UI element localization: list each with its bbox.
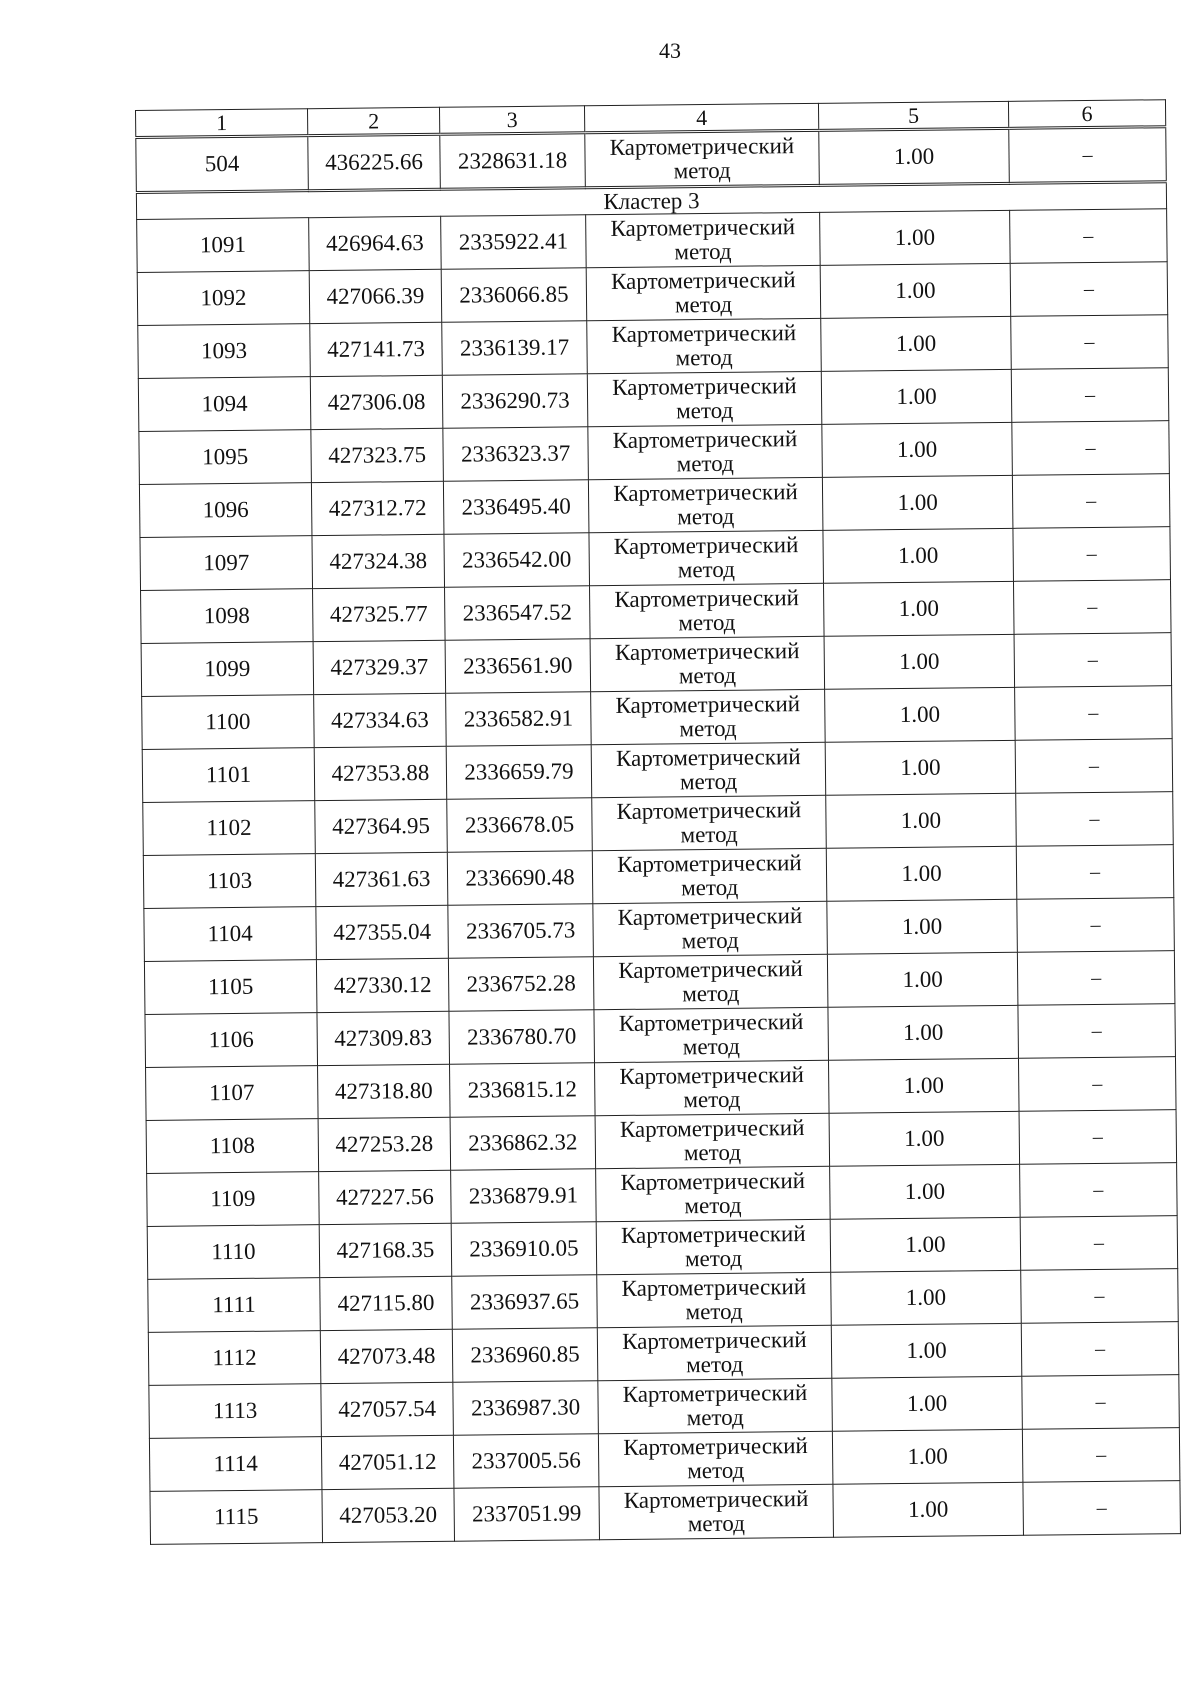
point-number: 1110: [147, 1225, 320, 1280]
y-coordinate: 2336862.32: [450, 1116, 596, 1171]
method: Картометрический метод: [592, 848, 827, 903]
note: –: [1015, 739, 1173, 794]
y-coordinate: 2336752.28: [448, 957, 594, 1012]
point-number: 1099: [141, 642, 314, 697]
method: Картометрический метод: [595, 1060, 830, 1115]
accuracy: 1.00: [825, 687, 1016, 742]
point-number: 1114: [149, 1437, 322, 1492]
x-coordinate: 426964.63: [309, 216, 442, 270]
point-number: 1091: [137, 218, 310, 273]
note: –: [1012, 421, 1170, 476]
x-coordinate: 427364.95: [315, 799, 448, 853]
method: Картометрический метод: [593, 954, 828, 1009]
method: Картометрический метод: [595, 1113, 830, 1168]
x-coordinate: 427066.39: [309, 269, 442, 323]
x-coordinate: 427334.63: [314, 693, 447, 747]
y-coordinate: 2335922.41: [441, 215, 587, 270]
x-coordinate: 427353.88: [314, 746, 447, 800]
table-row: [150, 1481, 1180, 1545]
point-number: 1095: [139, 430, 312, 485]
method: Картометрический метод: [590, 636, 825, 691]
accuracy: 1.00: [832, 1429, 1023, 1484]
point-number: 1111: [148, 1278, 321, 1333]
point-number: 1112: [148, 1331, 321, 1386]
note: –: [1017, 898, 1175, 953]
note: –: [1016, 845, 1174, 900]
x-coordinate: 427361.63: [315, 852, 448, 906]
accuracy: 1.00: [828, 1005, 1019, 1060]
method: Картометрический метод: [597, 1325, 832, 1380]
x-coordinate: 427253.28: [318, 1117, 451, 1171]
accuracy: 1.00: [826, 793, 1017, 848]
accuracy: 1.00: [821, 316, 1012, 371]
accuracy: 1.00: [833, 1482, 1024, 1537]
method: Картометрический метод: [599, 1484, 834, 1539]
column-header: 4: [584, 103, 818, 132]
y-coordinate: 2337051.99: [454, 1487, 600, 1542]
note: –: [1018, 1057, 1176, 1112]
accuracy: 1.00: [826, 846, 1017, 901]
accuracy: 1.00: [820, 263, 1011, 318]
column-header: 1: [136, 109, 308, 138]
point-number: 1113: [149, 1384, 322, 1439]
method: Картометрический метод: [596, 1219, 831, 1274]
note: –: [1011, 315, 1169, 370]
y-coordinate: 2336678.05: [447, 798, 593, 853]
note: –: [1020, 1163, 1178, 1218]
method: Картометрический метод: [598, 1378, 833, 1433]
point-number: 1104: [144, 907, 317, 962]
accuracy: 1.00: [823, 581, 1014, 636]
accuracy: 1.00: [823, 528, 1014, 583]
accuracy: 1.00: [831, 1323, 1022, 1378]
method: Картометрический метод: [587, 371, 822, 426]
x-coordinate: 427053.20: [322, 1488, 455, 1542]
method: Картометрический метод: [591, 742, 826, 797]
coordinates-table: [135, 99, 1181, 1545]
x-coordinate: 427057.54: [321, 1382, 454, 1436]
accuracy: 1.00: [819, 128, 1010, 185]
note: –: [1021, 1269, 1179, 1324]
note: –: [1012, 474, 1170, 529]
note: –: [1013, 527, 1171, 582]
accuracy: 1.00: [832, 1376, 1023, 1431]
y-coordinate: 2336690.48: [447, 851, 593, 906]
point-number: 1098: [141, 589, 314, 644]
accuracy: 1.00: [820, 210, 1011, 265]
y-coordinate: 2336659.79: [446, 745, 592, 800]
y-coordinate: 2336561.90: [445, 639, 591, 694]
note: –: [1009, 127, 1167, 184]
point-number: 1105: [144, 960, 317, 1015]
method: Картометрический метод: [598, 1431, 833, 1486]
x-coordinate: 427318.80: [318, 1064, 451, 1118]
accuracy: 1.00: [828, 1058, 1019, 1113]
x-coordinate: 427355.04: [316, 905, 449, 959]
accuracy: 1.00: [822, 422, 1013, 477]
method: Картометрический метод: [592, 795, 827, 850]
point-number: 1100: [142, 695, 315, 750]
column-header: 6: [1008, 100, 1165, 129]
x-coordinate: 427330.12: [316, 958, 449, 1012]
method: Картометрический метод: [594, 1007, 829, 1062]
note: –: [1017, 951, 1175, 1006]
y-coordinate: 2336495.40: [443, 480, 589, 535]
point-number: 1102: [143, 801, 316, 856]
x-coordinate: 427227.56: [319, 1170, 452, 1224]
point-number: 504: [136, 136, 309, 193]
y-coordinate: 2336910.05: [451, 1222, 597, 1277]
point-number: 1115: [150, 1490, 323, 1545]
column-header: 2: [307, 107, 439, 135]
point-number: 1101: [142, 748, 315, 803]
y-coordinate: 2336139.17: [442, 321, 588, 376]
method: Картометрический метод: [590, 583, 825, 638]
method: Картометрический метод: [588, 477, 823, 532]
note: –: [1016, 792, 1174, 847]
method: Картометрический метод: [597, 1272, 832, 1327]
note: –: [1013, 580, 1171, 635]
x-coordinate: 427141.73: [310, 322, 443, 376]
y-coordinate: 2336547.52: [445, 586, 591, 641]
point-number: 1094: [138, 377, 311, 432]
method: Картометрический метод: [589, 530, 824, 585]
point-number: 1092: [137, 271, 310, 326]
note: –: [1023, 1481, 1181, 1536]
note: –: [1018, 1004, 1176, 1059]
y-coordinate: 2336987.30: [453, 1381, 599, 1436]
accuracy: 1.00: [824, 634, 1015, 689]
note: –: [1010, 209, 1168, 264]
accuracy: 1.00: [822, 475, 1013, 530]
method: Картометрический метод: [585, 130, 820, 187]
column-header: 5: [818, 101, 1008, 130]
point-number: 1103: [143, 854, 316, 909]
x-coordinate: 427168.35: [319, 1223, 452, 1277]
x-coordinate: 427324.38: [312, 534, 445, 588]
method: Картометрический метод: [593, 901, 828, 956]
page-number: 43: [659, 38, 681, 63]
x-coordinate: 427051.12: [321, 1435, 454, 1489]
accuracy: 1.00: [830, 1217, 1021, 1272]
point-number: 1107: [146, 1066, 319, 1121]
cluster-label: Кластер 3: [136, 182, 1166, 220]
accuracy: 1.00: [827, 899, 1018, 954]
note: –: [1020, 1216, 1178, 1271]
x-coordinate: 427306.08: [310, 375, 443, 429]
method: Картометрический метод: [591, 689, 826, 744]
point-number: 1109: [147, 1172, 320, 1227]
accuracy: 1.00: [827, 952, 1018, 1007]
method: Картометрический метод: [596, 1166, 831, 1221]
x-coordinate: 427312.72: [311, 481, 444, 535]
point-number: 1108: [146, 1119, 319, 1174]
y-coordinate: 2336937.65: [452, 1275, 598, 1330]
x-coordinate: 427329.37: [313, 640, 446, 694]
point-number: 1106: [145, 1013, 318, 1068]
method: Картометрический метод: [587, 318, 822, 373]
x-coordinate: 427073.48: [320, 1329, 453, 1383]
y-coordinate: 2336290.73: [442, 374, 588, 429]
accuracy: 1.00: [821, 369, 1012, 424]
method: Картометрический метод: [586, 212, 821, 267]
x-coordinate: 427323.75: [311, 428, 444, 482]
point-number: 1096: [139, 483, 312, 538]
x-coordinate: 427325.77: [313, 587, 446, 641]
y-coordinate: 2336705.73: [448, 904, 594, 959]
y-coordinate: 2337005.56: [453, 1434, 599, 1489]
y-coordinate: 2336960.85: [452, 1328, 598, 1383]
x-coordinate: 427115.80: [320, 1276, 453, 1330]
y-coordinate: 2336780.70: [449, 1010, 595, 1065]
y-coordinate: 2328631.18: [440, 133, 586, 190]
method: Картометрический метод: [588, 424, 823, 479]
note: –: [1019, 1110, 1177, 1165]
note: –: [1010, 262, 1168, 317]
note: –: [1022, 1428, 1180, 1483]
accuracy: 1.00: [825, 740, 1016, 795]
method: Картометрический метод: [586, 265, 821, 320]
point-number: 1097: [140, 536, 313, 591]
accuracy: 1.00: [830, 1164, 1021, 1219]
accuracy: 1.00: [831, 1270, 1022, 1325]
y-coordinate: 2336815.12: [450, 1063, 596, 1118]
accuracy: 1.00: [829, 1111, 1020, 1166]
x-coordinate: 427309.83: [317, 1011, 450, 1065]
y-coordinate: 2336879.91: [451, 1169, 597, 1224]
y-coordinate: 2336066.85: [441, 268, 587, 323]
x-coordinate: 436225.66: [308, 134, 441, 190]
note: –: [1015, 686, 1173, 741]
point-number: 1093: [138, 324, 311, 379]
note: –: [1021, 1322, 1179, 1377]
note: –: [1011, 368, 1169, 423]
note: –: [1022, 1375, 1180, 1430]
note: –: [1014, 633, 1172, 688]
y-coordinate: 2336542.00: [444, 533, 590, 588]
y-coordinate: 2336582.91: [446, 692, 592, 747]
column-header: 3: [439, 106, 584, 135]
y-coordinate: 2336323.37: [443, 427, 589, 482]
